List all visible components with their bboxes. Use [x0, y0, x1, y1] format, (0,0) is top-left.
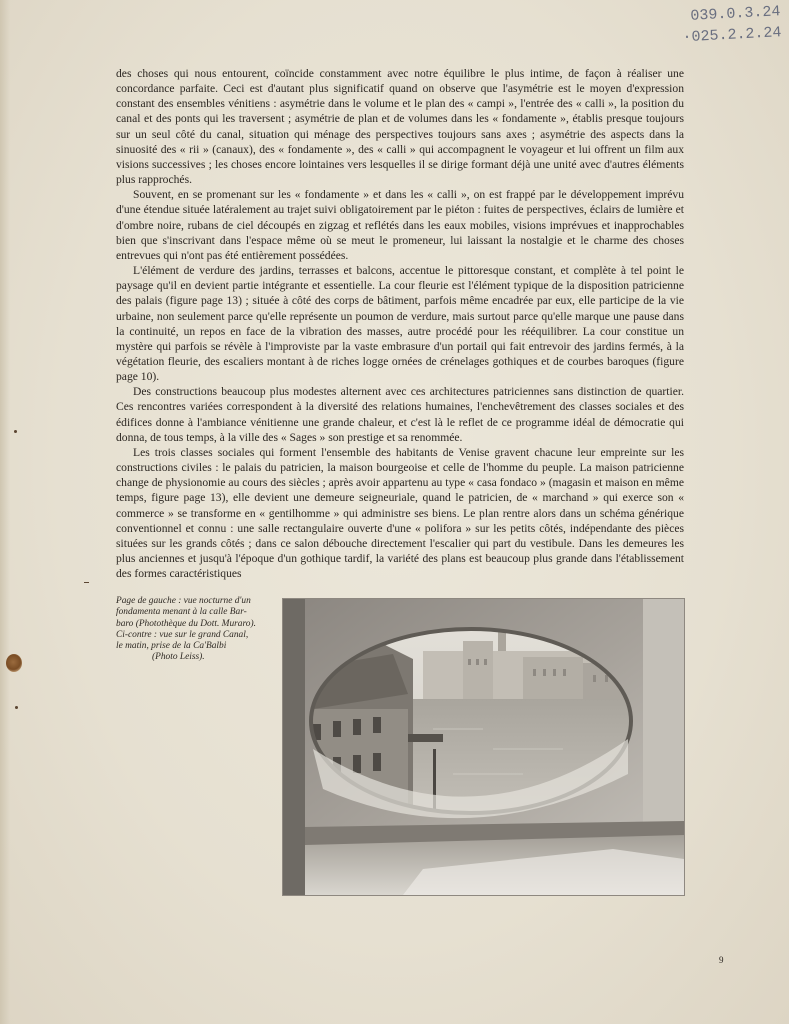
paragraph-5: Les trois classes sociales qui forment l'ensemble des habitants de Venise gravent chacune leur empreinte sur les constructions civiles : le palais du patricien, la maison bourgeoise et celle de l'homme du peuple. La maison patricienne change de physionomie au cours des siècles ; après avoir appartenu au type « casa fondaco » (magasin et maison en même temps, figure page 13), elle devient une demeure seigneuriale, quand le patricien, de « marchand » qui exerce son « commerce » se transforme en « gentilhomme » qui administre ses biens. Le plan rentre alors dans un schéma générique conventionnel et connu : une salle rectangulaire ouverte d'une « polifora » sur les petits côtés, indépendante des pièces situées sur les grands côtés ; dans ce salon débouche directement l'escalier qui part du vestibule. Dans les demeures les plus anciennes et jusqu'à l'époque d'un gothique tardif, la variété des plans est beaucoup plus grande dans l'établissement des formes caractéristiques — [116, 445, 684, 581]
paper-spot — [14, 430, 17, 433]
photo-illustration — [283, 599, 684, 895]
caption-line-5: le matin, prise de la Ca'Balbi — [116, 641, 227, 652]
paper-mark — [84, 582, 89, 583]
reference-line-1: 039.0.3.24 — [690, 3, 781, 25]
window-left-jamb — [283, 599, 305, 895]
caption-line-1: Page de gauche : vue nocturne d'un — [116, 596, 251, 606]
paragraph-3: L'élément de verdure des jardins, terrasses et balcons, accentue le pittoresque constant, et complète à tel point le paysage qu'il en devient partie intégrante et essentielle. La cour fleurie est l'élément typique de la disposition patricienne des palais (figure page 13) ; située à côté des corps de bâtiment, parfois même encadrée par eux, elle participe de la vie urbaine, non seulement parce qu'elle représente un poumon de verdure, mais surtout parce qu'elle marque une pause dans la continuité, un repos en face de la vibration des masses, autre procédé pour les rééquilibrer. La cour constitue un mystère qui parfois se révèle à l'improviste par la vaste embrasure d'un portail qui fait entrevoir des jardins fermés, à la végétation fleurie, des escaliers montant à de riches logge ornées de crénelages gothiques et de courbes baroques (figure page 10). — [116, 264, 684, 384]
caption-line-3: baro (Photothèque du Dott. Muraro). — [116, 618, 256, 629]
grand-canal-photo — [283, 599, 684, 895]
archive-reference-number — [670, 1, 782, 49]
body-text — [116, 66, 684, 581]
paragraph-2: Souvent, en se promenant sur les « fondamente » et dans les « calli », on est frappé par le développement imprévu d'une étendue située latéralement au trajet suivi obligatoirement par le piéton : fuites de perspectives, éclairs de lumière et d'ombre noire, rubans de ciel découpés en zigzag et reflétés dans les eaux mobiles, visions imprévues et inapprochables bien que s'inscrivant dans l'espace même où se meut le promeneur, lui laissant la nostalgie et le charme des choses entrevues qui n'ont pas été entièrement possédées. — [116, 188, 684, 262]
paper-spot — [15, 706, 18, 709]
window-right-jamb — [643, 599, 684, 829]
caption-line-2: fondamenta menant à la calle Bar- — [116, 607, 247, 618]
reference-line-2: ·025.2.2.24 — [682, 24, 782, 47]
paragraph-4: Des constructions beaucoup plus modestes alternent avec ces architectures patriciennes sans distinction de quartier. Ces rencontres variées correspondent à la diversité des relations humaines, l'enchevêtrement des classes sociales et des édifices donne à l'ambiance vénitienne une grande chaleur, et c'est là le reflet de ce programme idéal de démocratie qui donna, de tous temps, à la ville des « Sages » son prestige et sa renommée. — [116, 385, 684, 444]
paragraph-1: des choses qui nous entourent, coïncide constamment avec notre équilibre le plus intime, de façon à réaliser une concordance parfaite. Ceci est d'autant plus significatif quand on observe que l'asymétrie est le moyen d'expression constant des ensembles vénitiens : asymétrie dans le volume et le plan des « campi », l'entrée des « calli », la position du canal et des ponts qui les traversent ; asymétrie de plan et de volumes dans les « fondamente », établis presque toujours sur un seul côté du canal, situation qui ménage des perspectives toujours sans axes ; asymétrie des aspects dans la sinuosité des « rii » (canaux), des « fondamente », des « calli » qui accompagnent le voyageur et lui offrent un film aux visions successives ; les choses encore lointaines vers lesquelles il se dirige formant déjà une unité avec d'autres éléments plus rapprochés. — [116, 67, 684, 187]
caption-line-6: (Photo Leiss). — [152, 652, 205, 663]
photo-caption — [116, 596, 266, 664]
page-number: 9 — [719, 955, 724, 965]
caption-line-4: Ci-contre : vue sur le grand Canal, — [116, 629, 249, 640]
page-edge-shadow — [0, 0, 10, 1024]
punch-hole — [6, 654, 22, 672]
